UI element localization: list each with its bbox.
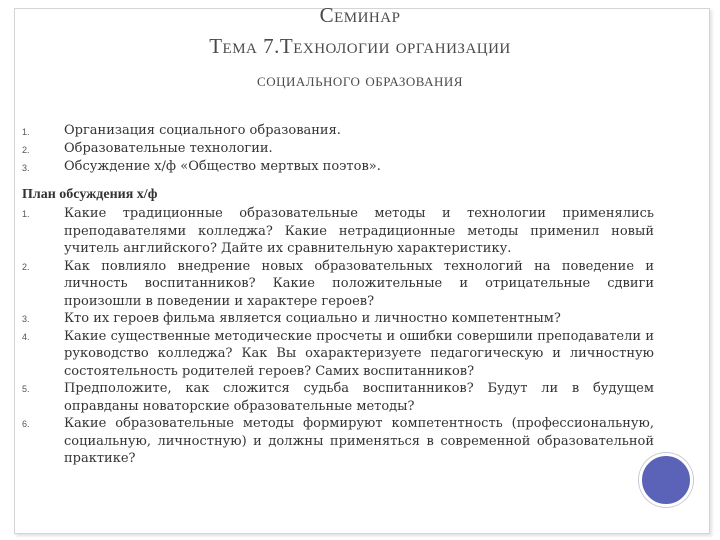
title-line-3: социального образования <box>257 70 463 90</box>
title-line-1: Семинар <box>319 3 401 27</box>
topic-text: Организация социального образования. <box>64 123 341 138</box>
topic-item <box>22 158 662 176</box>
topic-item <box>22 140 662 158</box>
question-text: Какие традиционные образовательные методы и технологии применялись преподавателями колледжа? Какие нетрадиционные методы применил новый учитель английского? Дайте их сравнительную характеристику. <box>64 206 654 256</box>
question-item <box>22 205 654 258</box>
question-text: Предположите, как сложится судьба воспитанников? Будут ли в будущем оправданы новаторские образовательные методы? <box>64 381 654 414</box>
question-item <box>22 258 654 311</box>
topic-number: 2. <box>22 145 30 155</box>
question-item <box>22 415 654 468</box>
topic-list <box>22 122 662 176</box>
question-item <box>22 380 654 415</box>
question-number: 4. <box>22 331 30 342</box>
question-number: 6. <box>22 419 30 429</box>
question-text: Как повлияло внедрение новых образовательных технологий на поведение и личность воспитанников? Какие положительные и отрицательные сдвиги произошли в поведении и характере героев? <box>64 258 654 309</box>
question-text: Какие существенные методические просчеты и ошибки совершили преподаватели и руководство колледжа? Как Вы охарактеризуете педагогическую и личностную состоятельность родителей героев? Самих воспитанников? <box>64 328 654 379</box>
plan-heading: План обсуждения х/ф <box>22 187 158 202</box>
question-number: 2. <box>22 261 30 272</box>
title-line-2: Тема 7.Технологии организации <box>209 34 511 58</box>
question-number: 3. <box>22 314 30 324</box>
topic-text: Обсуждение х/ф «Общество мертвых поэтов». <box>64 159 381 174</box>
question-item <box>22 310 654 328</box>
question-list <box>22 205 654 468</box>
question-text: Кто их героев фильма является социально и личностно компетентным? <box>64 311 561 326</box>
topic-number: 3. <box>22 163 30 173</box>
decorative-circle <box>639 453 693 507</box>
question-item <box>22 328 654 381</box>
topic-item <box>22 122 662 140</box>
topic-text: Образовательные технологии. <box>64 141 273 156</box>
question-text: Какие образовательные методы формируют компетентность (профессиональную, социальную, личностную) и должны применяться в современной образовательной практике? <box>64 416 654 466</box>
question-number: 5. <box>22 384 30 394</box>
topic-number: 1. <box>22 127 30 137</box>
question-number: 1. <box>22 209 30 219</box>
